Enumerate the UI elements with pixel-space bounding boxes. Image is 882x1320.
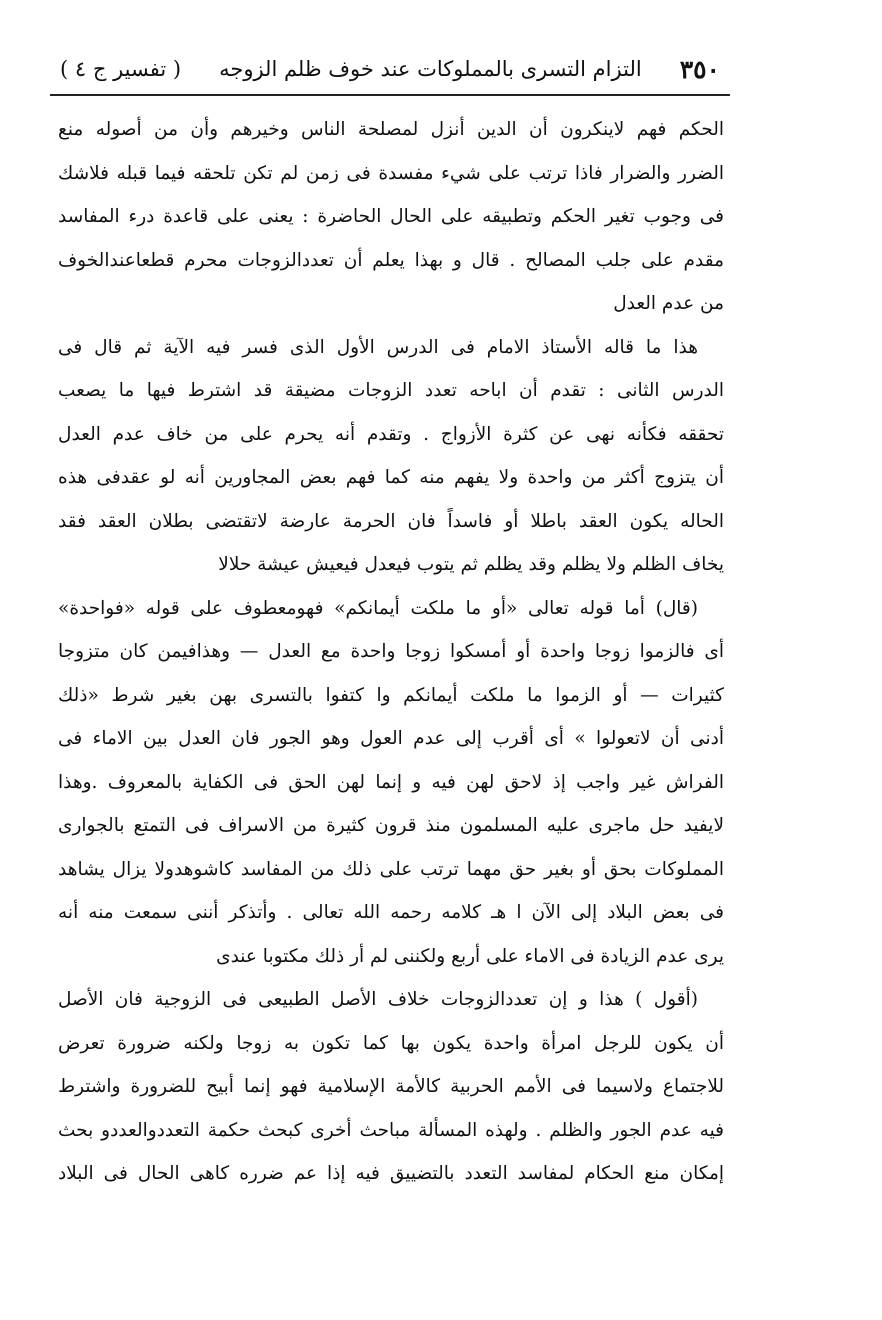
text-line: فى بعض البلاد إلى الآن ا هـ كلامه رحمه الله تعالى . وأتذكر أننى سمعت منه أنه (58, 902, 724, 923)
text-line: أدنى أن لاتعولوا » أى أقرب إلى عدم العول وهو الجور فان العدل بين الاماء فى (58, 728, 724, 749)
running-title: التزام التسرى بالمملوكات عند خوف ظلم الزوجه (219, 57, 642, 81)
page-number: ٣٥٠ (679, 54, 720, 84)
text-line: إمكان منع الحكام لمفاسد التعدد بالتضييق فيه إذا عم ضرره كاهى الحال فى البلاد (58, 1163, 724, 1184)
text-line: من عدم العدل (613, 293, 724, 314)
text-line: أى فالزموا زوجا واحدة أو أمسكوا زوجا واحدة مع العدل — وهذافيمن كان متزوجا (58, 641, 724, 662)
text-line: فى وجوب تغير الحكم وتطبيقه على الحال الحاضرة : يعنى على قاعدة درء المفاسد (58, 206, 724, 227)
paragraph-start-line: (أقول ) هذا و إن تعددالزوجات خلاف الأصل الطبيعى فى الزوجية فان الأصل (58, 989, 698, 1010)
text-line: تحققه فكأنه نهى عن كثرة الأزواج . وتقدم أنه يحرم على من خاف عدم العدل (58, 423, 724, 445)
text-line: لايفيد حل ماجرى عليه المسلمون منذ قرون كثيرة من الاسراف فى التمتع بالجوارى (58, 815, 724, 836)
text-line: للاجتماع ولاسيما فى الأمم الحربية كالأمة الإسلامية فهو إنما أبيح للضرورة واشترط (58, 1076, 724, 1097)
text-line: الضرر والضرار فاذا ترتب على شيء مفسدة فى زمن لم تكن تلحقه فيما قبله فلاشك (58, 162, 724, 184)
text-line: أن يكون للرجل امرأة واحدة يكون بها كما تكون به زوجا ولكنه ضرورة تعرض (58, 1032, 724, 1054)
paragraph-start-line: (قال) أما قوله تعالى «أو ما ملكت أيمانكم» فهومعطوف على قوله «فواحدة» (58, 597, 698, 619)
paragraph-start-line: هذا ما قاله الأستاذ الامام فى الدرس الأول الذى فسر فيه الآية ثم قال فى (58, 336, 698, 358)
text-line: فيه عدم الجور والظلم . ولهذه المسألة مباحث أخرى كبحث حكمة التعددوالعددو بحث (58, 1119, 724, 1141)
text-line: الحكم فهم لاينكرون أن الدين أنزل لمصلحة الناس وخيرهم وأن من أصوله منع (58, 119, 724, 140)
text-line: أن يتزوج أكثر من واحدة ولا يفهم منه كما فهم بعض المجاورين أنه لو عقدفى هذه (58, 467, 724, 488)
text-line: كثيرات — أو الزموا ما ملكت أيمانكم وا كتفوا بالتسرى بهن بغير شرط «ذلك (58, 684, 724, 706)
text-line: المملوكات بحق أو بغير حق مهما ترتب على ذلك من المفاسد كاشوهدولا يزال يشاهد (58, 858, 724, 880)
text-line: الفراش غير واجب إذ لاحق لهن فيه و إنما لهن الحق فى الكفاية بالمعروف .وهذا (58, 771, 724, 793)
text-line: مقدم على جلب المصالح . قال و بهذا يعلم أن تعددالزوجات محرم قطعاعندالخوف (58, 249, 724, 271)
volume-label: ( تفسير ج ٤ ) (60, 57, 182, 81)
header-rule (50, 94, 730, 96)
text-line: يخاف الظلم ولا يظلم وقد يظلم ثم يتوب فيعدل فيعيش عيشة حلالا (218, 554, 724, 575)
running-header (60, 48, 720, 90)
text-line: الدرس الثانى : تقدم أن اباحه تعدد الزوجات مضيقة قد اشترط فيها ما يصعب (58, 380, 724, 401)
page-body (58, 108, 724, 1196)
text-line: الحاله يكون العقد باطلا أو فاسداً فان الحرمة عارضة لاتقتضى بطلان العقد فقد (58, 510, 724, 532)
text-line: يرى عدم الزيادة فى الاماء على أربع ولكننى لم أر ذلك مكتوبا عندى (216, 945, 724, 967)
